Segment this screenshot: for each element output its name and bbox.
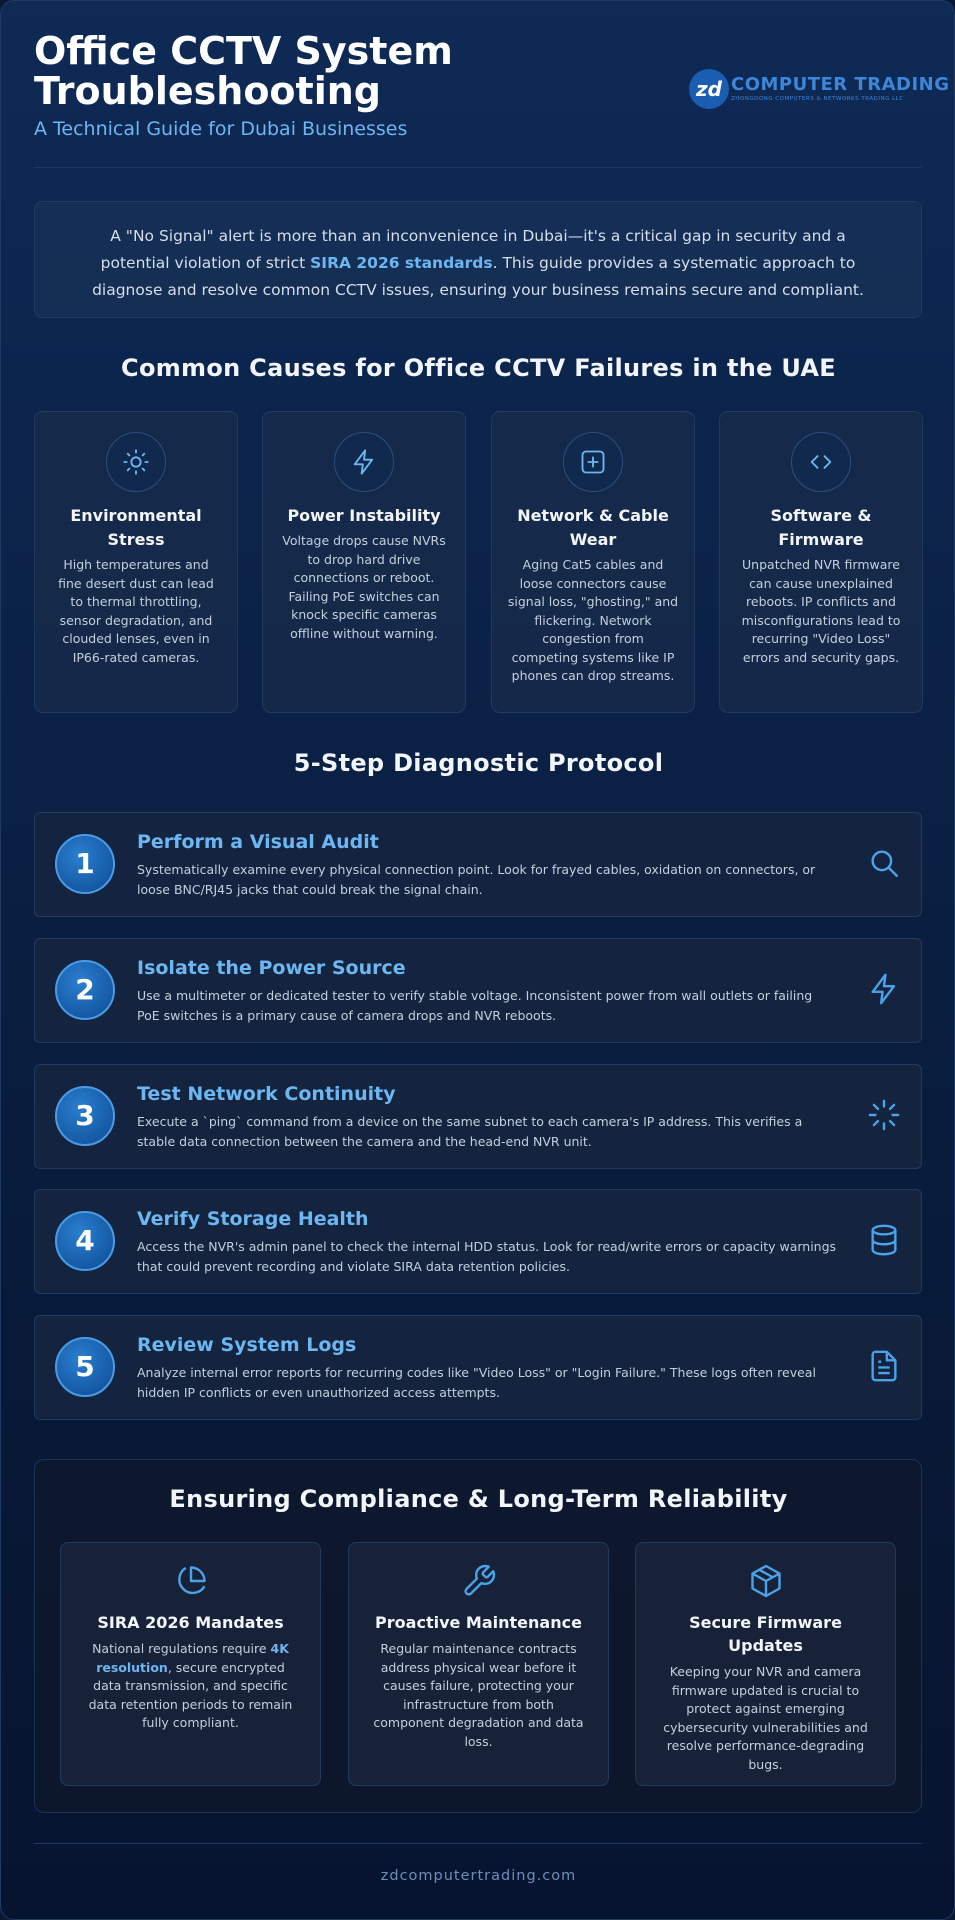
intro-text-before: A "No Signal" alert is more than an inconvenience in Dubai—it's a critical gap in security and a potential violation of strict	[100, 227, 846, 272]
document-icon	[867, 1349, 901, 1383]
package-icon	[748, 1563, 784, 1599]
cause-title: Environmental Stress	[70, 506, 202, 549]
step-title: Test Network Continuity	[137, 1083, 396, 1105]
logo-tagline: ZHONGDONG COMPUTERS & NETWORKS TRADING LLC	[731, 96, 904, 102]
header	[34, 29, 950, 143]
footer-divider	[34, 1843, 922, 1844]
cause-text: Unpatched NVR firmware can cause unexplained reboots. IP conflicts and misconfigurations lead to recurring "Video Loss" errors and security gaps.	[741, 557, 901, 665]
step-number: 3	[55, 1086, 115, 1146]
logo-name: COMPUTER TRADING	[731, 74, 950, 95]
step-title: Isolate the Power Source	[137, 957, 406, 979]
step-card-5	[34, 1315, 922, 1420]
step-card-3	[34, 1064, 922, 1169]
step-number: 2	[55, 960, 115, 1020]
cause-card-network	[491, 411, 695, 713]
step-card-2	[34, 938, 922, 1043]
pie-chart-icon	[173, 1563, 209, 1599]
compliance-title: Proactive Maintenance	[375, 1613, 582, 1632]
loader-icon	[867, 1098, 901, 1132]
cause-title: Network & Cable Wear	[517, 506, 669, 549]
compliance-title: Secure Firmware Updates	[689, 1613, 842, 1655]
cause-card-power	[262, 411, 466, 713]
compliance-text-before: National regulations require	[92, 1641, 271, 1656]
causes-heading: Common Causes for Office CCTV Failures in the UAE	[121, 354, 836, 382]
wrench-icon	[461, 1563, 497, 1599]
compliance-card-sira	[60, 1542, 321, 1786]
cause-text: High temperatures and fine desert dust can lead to thermal throttling, sensor degradation, and clouded lenses, even in IP66-rated cameras.	[58, 557, 214, 665]
plus-square-icon	[563, 432, 623, 492]
step-title: Verify Storage Health	[137, 1208, 369, 1230]
logo-mark: zd	[689, 69, 729, 109]
compliance-heading: Ensuring Compliance & Long-Term Reliability	[169, 1485, 788, 1513]
intro-text-after: . This guide provides a systematic approach to diagnose and resolve common CCTV issues, ensuring your business remains secure and compliant.	[92, 254, 864, 299]
intro-box	[34, 201, 922, 318]
code-icon	[791, 432, 851, 492]
lightning-icon	[334, 432, 394, 492]
step-text: Execute a `ping` command from a device on the same subnet to each camera's IP address. This verifies a stable data connection between the camera and the head-end NVR unit.	[137, 1114, 803, 1149]
protocol-heading: 5-Step Diagnostic Protocol	[293, 749, 664, 777]
compliance-text: Regular maintenance contracts address physical wear before it causes failure, protecting your infrastructure from both component degradation and data loss.	[373, 1641, 584, 1749]
step-text: Systematically examine every physical connection point. Look for frayed cables, oxidation on connectors, or loose BNC/RJ45 jacks that could break the signal chain.	[137, 862, 816, 897]
compliance-highlight: 4K resolution	[96, 1641, 289, 1675]
compliance-text-after: , secure encrypted data transmission, and specific data retention periods to remain fully compliant.	[88, 1659, 293, 1730]
database-icon	[867, 1223, 901, 1257]
cause-card-environmental	[34, 411, 238, 713]
cause-card-software	[719, 411, 923, 713]
step-text: Use a multimeter or dedicated tester to verify stable voltage. Inconsistent power from wall outlets or failing PoE switches is a primary cause of camera drops and NVR reboots.	[137, 988, 813, 1023]
search-icon	[867, 846, 901, 880]
cause-title: Power Instability	[287, 506, 441, 525]
cause-text: Aging Cat5 cables and loose connectors cause signal loss, "ghosting," and flickering. Network congestion from competing systems like IP phones can drop streams.	[507, 557, 679, 683]
step-text: Analyze internal error reports for recurring codes like "Video Loss" or "Login Failure." These logs often reveal hidden IP conflicts or even unauthorized access attempts.	[137, 1365, 816, 1400]
compliance-card-firmware	[635, 1542, 896, 1786]
compliance-text	[83, 1640, 298, 1733]
compliance-title: SIRA 2026 Mandates	[97, 1613, 284, 1632]
compliance-card-maintenance	[348, 1542, 609, 1786]
sun-icon	[106, 432, 166, 492]
page-subtitle: A Technical Guide for Dubai Businesses	[34, 118, 408, 140]
footer-url[interactable]: zdcomputertrading.com	[380, 1868, 577, 1884]
compliance-text: Keeping your NVR and camera firmware updated is crucial to protect against emerging cybersecurity vulnerabilities and resolve performance-degrading bugs.	[663, 1664, 868, 1772]
step-number: 1	[55, 834, 115, 894]
step-title: Perform a Visual Audit	[137, 831, 379, 853]
step-number: 5	[55, 1337, 115, 1397]
divider	[34, 167, 922, 168]
page-title: Office CCTV System Troubleshooting	[34, 29, 453, 113]
step-card-4	[34, 1189, 922, 1294]
step-text: Access the NVR's admin panel to check the internal HDD status. Look for read/write errors or capacity warnings that could prevent recording and violate SIRA data retention policies.	[137, 1239, 837, 1274]
cause-text: Voltage drops cause NVRs to drop hard drive connections or reboot. Failing PoE switches can knock specific cameras offline without warning.	[282, 533, 446, 641]
step-card-1	[34, 812, 922, 917]
step-number: 4	[55, 1211, 115, 1271]
intro-highlight: SIRA 2026 standards	[310, 254, 493, 272]
company-logo[interactable]	[689, 69, 950, 115]
cause-title: Software & Firmware	[770, 506, 872, 549]
lightning-icon	[867, 972, 901, 1006]
step-title: Review System Logs	[137, 1334, 357, 1356]
